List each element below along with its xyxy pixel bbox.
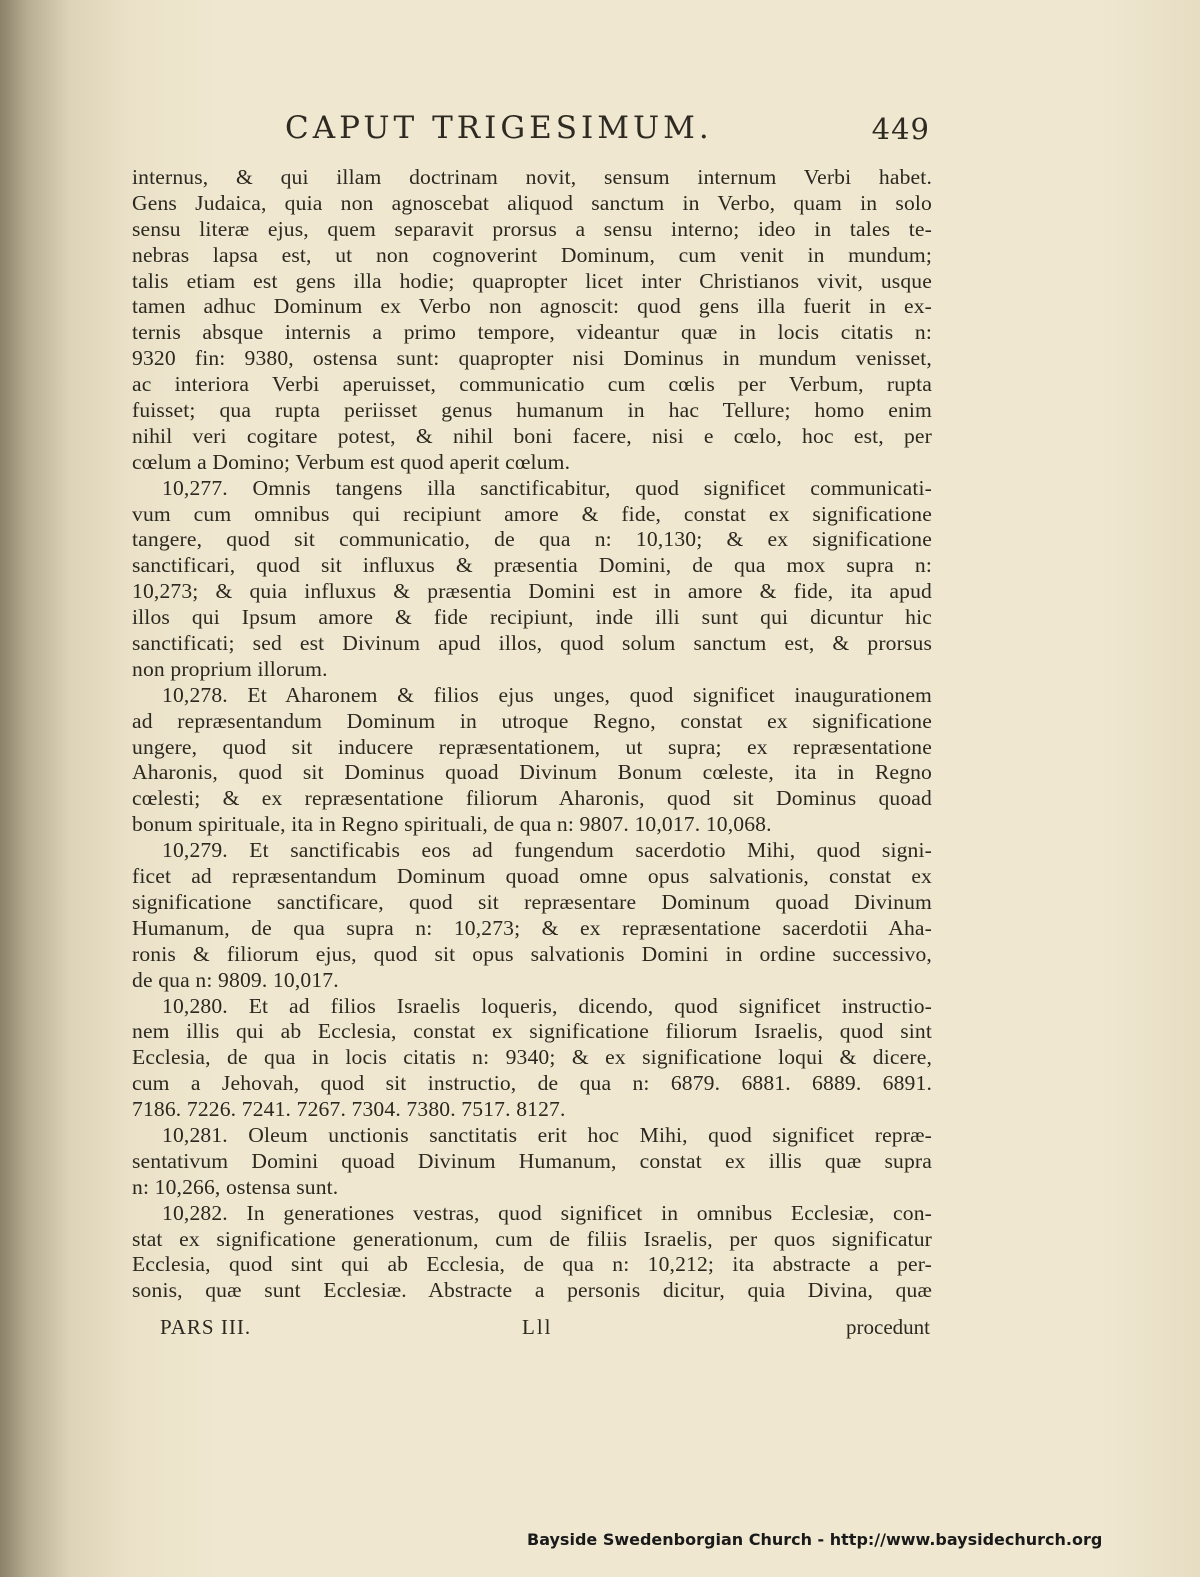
running-title: CAPUT TRIGESIMUM. [285, 110, 713, 146]
text-line: vum cum omnibus qui recipiunt amore & fide, constat ex significatione [132, 501, 932, 526]
text-line: illos qui Ipsum amore & fide recipiunt, inde illi sunt qui dicuntur hic [132, 605, 932, 630]
text-line: sensu literæ ejus, quem separavit prorsus a sensu interno; ideo in tales te- [132, 216, 932, 241]
text-line: n: 10,266, ostensa sunt. [132, 1174, 339, 1199]
text-line: 10,280. Et ad filios Israelis loqueris, dicendo, quod significet instructio- [162, 993, 932, 1018]
text-line: 10,281. Oleum unctionis sanctitatis erit hoc Mihi, quod significet repræ- [162, 1122, 932, 1147]
text-line: Ecclesia, de qua in locis citatis n: 9340; & ex significatione loqui & dicere, [132, 1045, 932, 1070]
text-line: 10,279. Et sanctificabis eos ad fungendum sacerdotio Mihi, quod signi- [162, 838, 932, 863]
body-text [132, 165, 932, 1304]
text-line: Gens Judaica, quia non agnoscebat aliquod sanctum in Verbo, quam in solo [132, 190, 932, 215]
text-line: 10,273; & quia influxus & præsentia Domini est in amore & fide, ita apud [132, 579, 932, 604]
text-line: nem illis qui ab Ecclesia, constat ex significatione filiorum Israelis, quod sint [132, 1019, 932, 1044]
text-line: sanctificati; sed est Divinum apud illos, quod solum sanctum est, & prorsus [132, 631, 932, 656]
text-line: significatione sanctificare, quod sit repræsentare Dominum quoad Divinum [132, 889, 932, 914]
text-line: 10,278. Et Aharonem & filios ejus unges, quod significet inaugurationem [162, 682, 932, 707]
text-line: ficet ad repræsentandum Dominum quoad omne opus salvationis, constat ex [132, 864, 932, 889]
text-line: 10,282. In generationes vestras, quod significet in omnibus Ecclesiæ, con- [162, 1200, 932, 1225]
text-line: nihil veri cogitare potest, & nihil boni facere, nisi e cœlo, hoc est, per [132, 423, 932, 448]
text-line: nebras lapsa est, ut non cognoverint Dominum, cum venit in mundum; [132, 242, 932, 267]
text-line: cœlesti; & ex repræsentatione filiorum Aharonis, quod sit Dominus quoad [132, 786, 932, 811]
text-line: sonis, quæ sunt Ecclesiæ. Abstracte a personis dicitur, quia Divina, quæ [132, 1278, 932, 1303]
text-line: non proprium illorum. [132, 656, 328, 681]
text-line: ac interiora Verbi aperuisset, communicatio cum cœlis per Verbum, rupta [132, 372, 932, 397]
text-line: internus, & qui illam doctrinam novit, sensum internum Verbi habet. [132, 165, 932, 189]
text-line: tangere, quod sit communicatio, de qua n: 10,130; & ex significatione [132, 527, 932, 552]
signature-part: PARS III. [160, 1315, 252, 1339]
text-line: de qua n: 9809. 10,017. [132, 967, 339, 992]
text-line: Ecclesia, quod sint qui ab Ecclesia, de qua n: 10,212; ita abstracte a per- [132, 1252, 932, 1277]
text-line: bonum spirituale, ita in Regno spirituali, de qua n: 9807. 10,017. 10,068. [132, 812, 772, 837]
text-line: cum a Jehovah, quod sit instructio, de qua n: 6879. 6881. 6889. 6891. [132, 1071, 932, 1096]
watermark-credit: Bayside Swedenborgian Church - http://www.baysidechurch.org [527, 1530, 1103, 1549]
text-line: tamen adhuc Dominum ex Verbo non agnoscit: quod gens illa fuerit in ex- [132, 294, 932, 319]
page-number: 449 [871, 112, 930, 146]
text-line: 7186. 7226. 7241. 7267. 7304. 7380. 7517. 8127. [132, 1097, 566, 1122]
text-line: ronis & filiorum ejus, quod sit opus salvationis Domini in ordine successivo, [132, 941, 932, 966]
catchword: procedunt [846, 1315, 930, 1339]
page-footer [160, 1315, 930, 1345]
text-line: stat ex significatione generationum, cum de filiis Israelis, per quos significatur [132, 1226, 932, 1251]
text-line: ad repræsentandum Dominum in utroque Regno, constat ex significatione [132, 708, 932, 733]
text-line: cœlum a Domino; Verbum est quod aperit cœlum. [132, 449, 571, 474]
text-line: sanctificari, quod sit influxus & præsentia Domini, de qua mox supra n: [132, 553, 932, 578]
text-line: talis etiam est gens illa hodie; quapropter licet inter Christianos vivit, usque [132, 268, 932, 293]
text-line: ternis absque internis a primo tempore, videantur quæ in locis citatis n: [132, 320, 932, 345]
text-line: sentativum Domini quoad Divinum Humanum, constat ex illis quæ supra [132, 1148, 932, 1173]
text-line: 10,277. Omnis tangens illa sanctificabitur, quod significet communicati- [162, 475, 932, 500]
text-line: Humanum, de qua supra n: 10,273; & ex repræsentatione sacerdotii Aha- [132, 915, 932, 940]
page-header [285, 110, 985, 160]
text-line: fuisset; qua rupta periisset genus humanum in hac Tellure; homo enim [132, 398, 932, 423]
signature-mark: Lll [522, 1315, 553, 1339]
text-line: ungere, quod sit inducere repræsentationem, ut supra; ex repræsentatione [132, 734, 932, 759]
text-line: Aharonis, quod sit Dominus quoad Divinum Bonum cœleste, ita in Regno [132, 760, 932, 785]
text-line: 9320 fin: 9380, ostensa sunt: quapropter nisi Dominus in mundum venisset, [132, 346, 932, 371]
